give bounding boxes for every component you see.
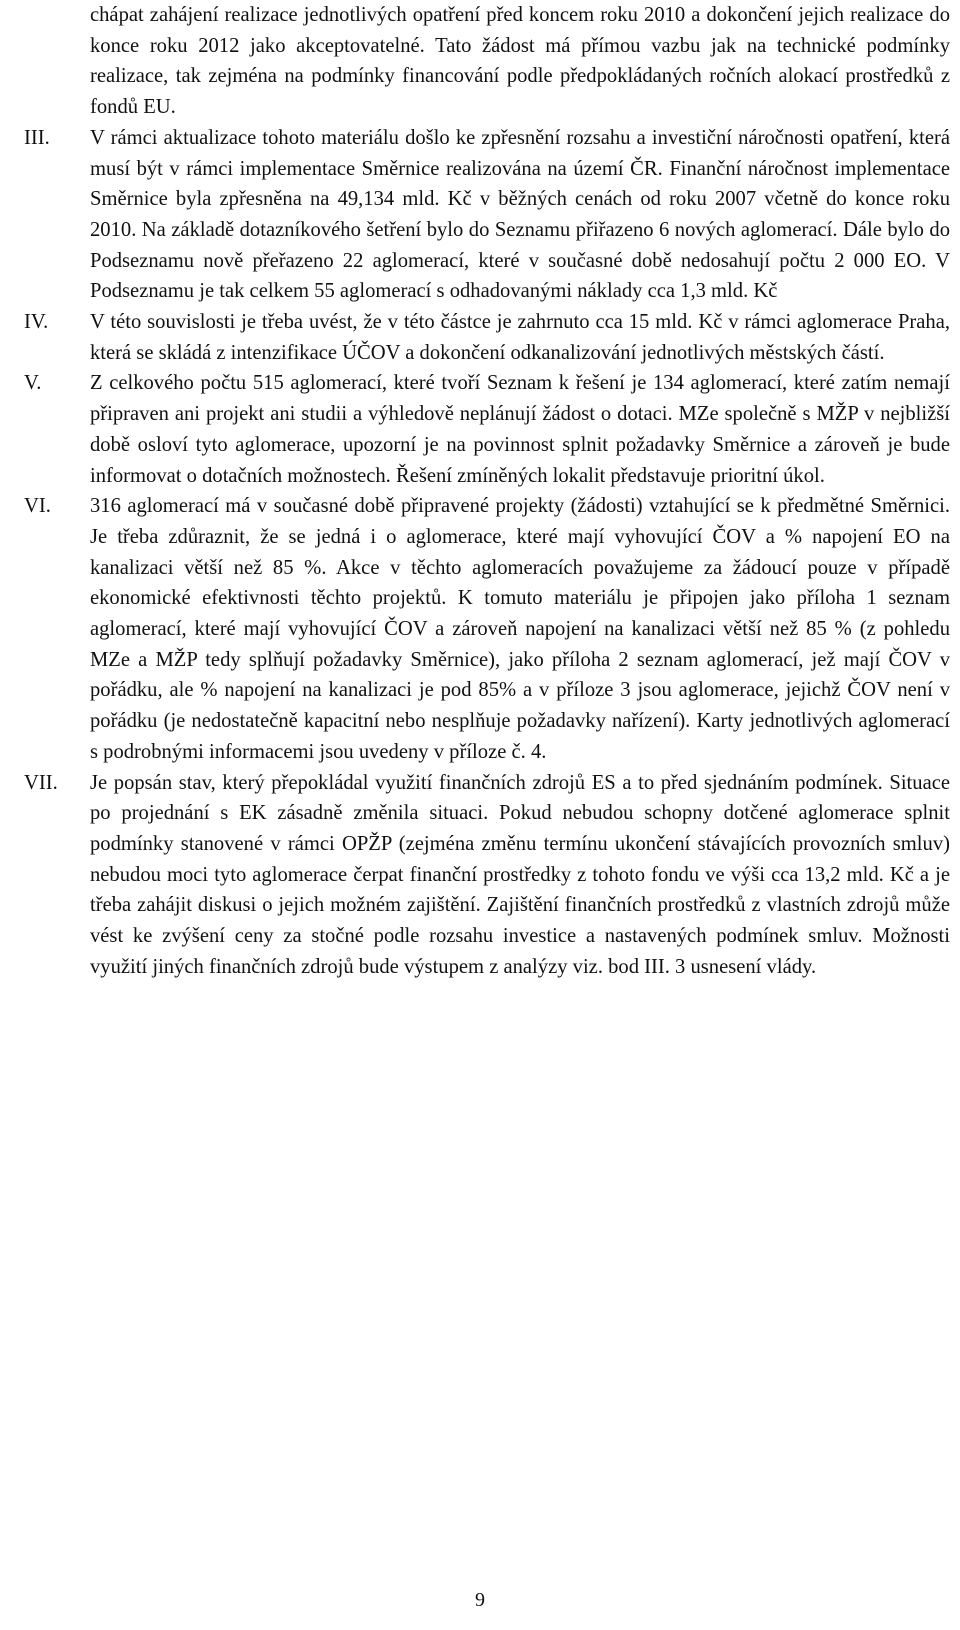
numbered-item-iii [24,123,950,307]
document-body [24,0,950,983]
intro-paragraph [24,0,950,123]
numbered-item-iv [24,307,950,368]
item-text: V rámci aktualizace tohoto materiálu došlo ke zpřesnění rozsahu a investiční náročnosti opatření, která musí být v rámci implementace Směrnice realizována na území ČR. Finanční náročnost implementace Směrnice byla zpřesněna na 49,134 mld. Kč v běžných cenách od roku 2007 včetně do konce roku 2010. Na základě dotazníkového šetření bylo do Seznamu přiřazeno 6 nových aglomerací. Dále bylo do Podseznamu nově přeřazeno 22 aglomerací, které v současné době nedosahují počtu 2 000 EO. V Podseznamu je tak celkem 55 aglomerací s odhadovanými náklady cca 1,3 mld. Kč [90,126,950,303]
numbered-item-vi [24,491,950,767]
numbered-item-v [24,368,950,491]
item-text: V této souvislosti je třeba uvést, že v této částce je zahrnuto cca 15 mld. Kč v rámci aglomerace Praha, která se skládá z intenzifikace ÚČOV a dokončení odkanalizování jednotlivých městských částí. [90,311,950,364]
item-text: 316 aglomerací má v současné době připravené projekty (žádosti) vztahující se k předmětné Směrnici. Je třeba zdůraznit, že se jedná i o aglomerace, které mají vyhovující ČOV a % napojení EO na kanalizaci větší než 85 %. Akce v těchto aglomeracích považujeme za žádoucí pouze v případě ekonomické efektivnosti těchto projektů. K tomuto materiálu je připojen jako příloha 1 seznam aglomerací, které mají vyhovující ČOV a zároveň napojení na kanalizaci větší než 85 % (z pohledu MZe a MŽP tedy splňují požadavky Směrnice), jako příloha 2 seznam aglomerací, jež mají ČOV v pořádku, ale % napojení na kanalizaci je pod 85% a v příloze 3 jsou aglomerace, jejichž ČOV není v pořádku (je nedostatečně kapacitní nebo nesplňuje požadavky nařízení). Karty jednotlivých aglomerací s podrobnými informacemi jsou uvedeny v příloze č. 4. [90,495,950,763]
item-numeral: IV. [24,311,49,334]
item-numeral: VI. [24,495,51,518]
item-numeral: V. [24,372,42,395]
item-text: Z celkového počtu 515 aglomerací, které tvoří Seznam k řešení je 134 aglomerací, které zatím nemají připraven ani projekt ani studii a výhledově neplánují žádost o dotaci. MZe společně s MŽP v nejbližší době osloví tyto aglomerace, upozorní je na povinnost splnit požadavky Směrnice a zároveň je bude informovat o dotačních možnostech. Řešení zmíněných lokalit představuje prioritní úkol. [90,372,950,487]
numbered-item-vii [24,768,950,983]
intro-text: chápat zahájení realizace jednotlivých opatření před koncem roku 2010 a dokončení jejich realizace do konce roku 2012 jako akceptovatelné. Tato žádost má přímou vazbu jak na technické podmínky realizace, tak zejména na podmínky financování podle předpokládaných ročních alokací prostředků z fondů EU. [90,4,950,119]
page-number: 9 [475,1589,485,1611]
item-numeral: III. [24,126,50,149]
item-numeral: VII. [24,771,58,794]
item-text: Je popsán stav, který přepokládal využití finančních zdrojů ES a to před sjednáním podmínek. Situace po projednání s EK zásadně změnila situaci. Pokud nebudou schopny dotčené aglomerace splnit podmínky stanovené v rámci OPŽP (zejména změnu termínu ukončení stávajících provozních smluv) nebudou moci tyto aglomerace čerpat finanční prostředky z tohoto fondu ve výši cca 13,2 mld. Kč a je třeba zahájit diskusi o jejich možném zajištění. Zajištění finančních prostředků z vlastních zdrojů může vést ke zvýšení ceny za stočné podle rozsahu investice a nastavených podmínek smluv. Možnosti využití jiných finančních zdrojů bude výstupem z analýzy viz. bod III. 3 usnesení vlády. [90,771,950,978]
